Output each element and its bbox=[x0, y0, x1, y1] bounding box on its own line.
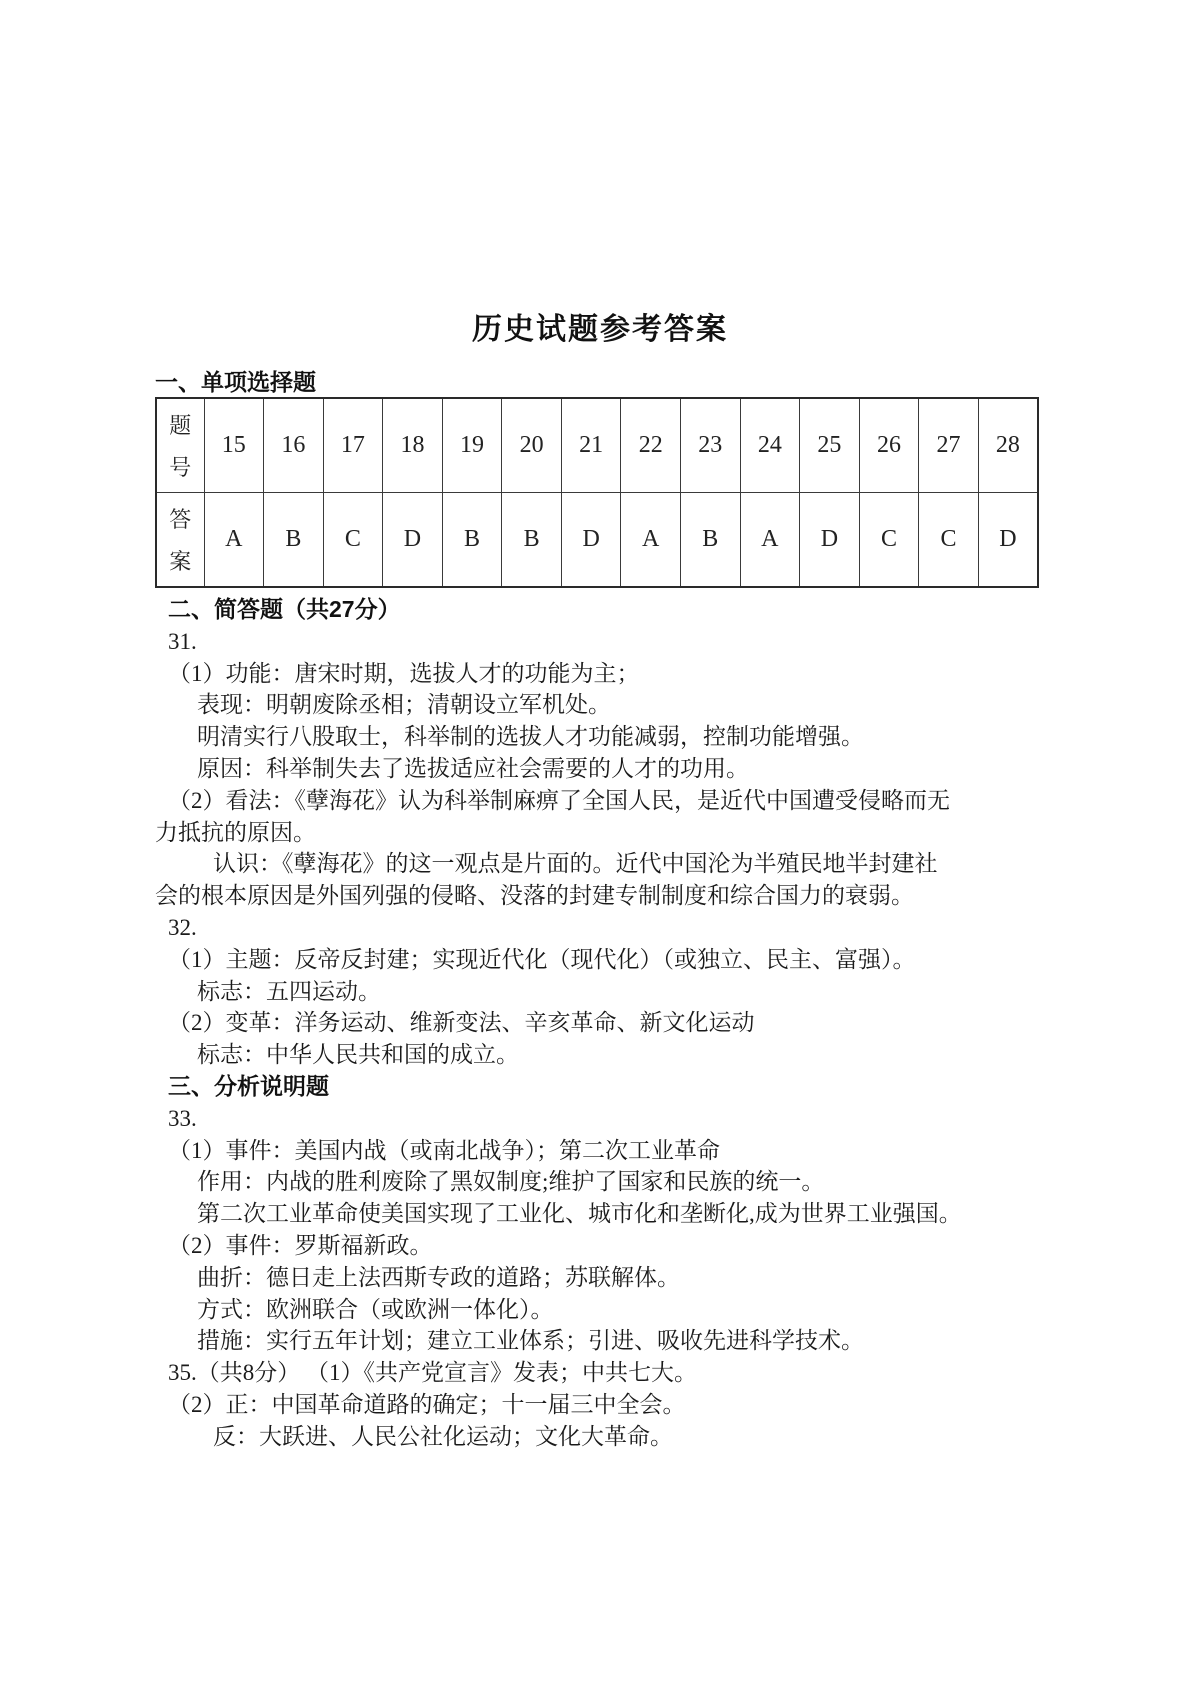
q33-line: 第二次工业革命使美国实现了工业化、城市化和垄断化,成为世界工业强国。 bbox=[197, 1201, 962, 1227]
label-char: 题 bbox=[169, 413, 192, 439]
q31-line: 表现：明朝废除丞相；清朝设立军机处。 bbox=[197, 692, 611, 718]
document-content bbox=[155, 0, 1045, 1453]
q33-number: 33. bbox=[168, 1105, 197, 1131]
question-number-cell: 27 bbox=[919, 398, 979, 493]
question-number-cell: 16 bbox=[264, 398, 324, 493]
question-number-cell: 18 bbox=[383, 398, 443, 493]
answer-cell: A bbox=[621, 493, 681, 588]
answer-key-table bbox=[155, 397, 1039, 588]
answer-cell: B bbox=[502, 493, 562, 588]
answer-cell: C bbox=[919, 493, 979, 588]
question-number-cell: 24 bbox=[740, 398, 800, 493]
q31-line: （2）看法：《孽海花》认为科举制麻痹了全国人民，是近代中国遭受侵略而无 bbox=[168, 787, 950, 813]
question-number-row-header bbox=[156, 398, 204, 493]
question-number-cell: 20 bbox=[502, 398, 562, 493]
answer-cell: A bbox=[740, 493, 800, 588]
label-char: 号 bbox=[169, 454, 192, 480]
answer-cell: A bbox=[204, 493, 264, 588]
question-number-cell: 22 bbox=[621, 398, 681, 493]
q33-line: （2）事件：罗斯福新政。 bbox=[168, 1232, 433, 1258]
question-number-cell: 19 bbox=[442, 398, 502, 493]
q33-line: 曲折：德日走上法西斯专政的道路；苏联解体。 bbox=[197, 1264, 680, 1290]
section-1-heading: 一、单项选择题 bbox=[155, 369, 316, 395]
q32-number: 32. bbox=[168, 914, 197, 940]
q35-line: 反：大跃进、人民公社化运动；文化大革命。 bbox=[213, 1423, 673, 1449]
answer-cell: B bbox=[442, 493, 502, 588]
q32-line: 标志：中华人民共和国的成立。 bbox=[197, 1042, 519, 1068]
answer-cell: B bbox=[264, 493, 324, 588]
answer-cell: B bbox=[681, 493, 741, 588]
q32-line: 标志：五四运动。 bbox=[197, 978, 381, 1004]
answer-row-header bbox=[156, 493, 204, 588]
question-number-cell: 15 bbox=[204, 398, 264, 493]
q33-line: 措施：实行五年计划；建立工业体系；引进、吸收先进科学技术。 bbox=[197, 1328, 864, 1354]
q31-line: 明清实行八股取士，科举制的选拔人才功能减弱，控制功能增强。 bbox=[197, 724, 864, 750]
q32-line: （1）主题：反帝反封建；实现近代化（现代化）（或独立、民主、富强）。 bbox=[168, 946, 916, 972]
q31-line: （1）功能：唐宋时期，选拔人才的功能为主； bbox=[168, 660, 640, 686]
answer-cell: D bbox=[383, 493, 443, 588]
answer-cell: C bbox=[859, 493, 919, 588]
question-number-row bbox=[156, 398, 1038, 493]
q33-line: 作用：内战的胜利废除了黑奴制度;维护了国家和民族的统一。 bbox=[197, 1169, 825, 1195]
q31-line: 力抵抗的原因。 bbox=[155, 819, 316, 845]
section-3-heading: 三、分析说明题 bbox=[168, 1072, 329, 1099]
q33-line: （1）事件：美国内战（或南北战争）；第二次工业革命 bbox=[168, 1137, 720, 1163]
q33-line: 方式：欧洲联合（或欧洲一体化）。 bbox=[197, 1296, 554, 1322]
q31-line: 认识：《孽海花》的这一观点是片面的。近代中国沦为半殖民地半封建社 bbox=[213, 851, 938, 877]
q35-line: （2）正：中国革命道路的确定；十一届三中全会。 bbox=[168, 1391, 686, 1417]
question-number-cell: 25 bbox=[800, 398, 860, 493]
section-2-heading: 二、简答题（共27分） bbox=[168, 596, 401, 622]
question-number-cell: 26 bbox=[859, 398, 919, 493]
label-char: 案 bbox=[169, 548, 192, 574]
answer-row bbox=[156, 493, 1038, 588]
page-title: 历史试题参考答案 bbox=[472, 313, 728, 346]
question-number-cell: 23 bbox=[681, 398, 741, 493]
q32-line: （2）变革：洋务运动、维新变法、辛亥革命、新文化运动 bbox=[168, 1010, 755, 1036]
answer-cell: C bbox=[323, 493, 383, 588]
answer-cell: D bbox=[800, 493, 860, 588]
question-number-label bbox=[157, 399, 204, 492]
q31-number: 31. bbox=[168, 628, 197, 654]
q31-line: 原因：科举制失去了选拔适应社会需要的人才的功用。 bbox=[197, 755, 749, 781]
q35-line: 35.（共8分） （1）《共产党宣言》发表；中共七大。 bbox=[168, 1360, 697, 1386]
label-char: 答 bbox=[169, 507, 192, 533]
answer-cell: D bbox=[561, 493, 621, 588]
q31-line: 会的根本原因是外国列强的侵略、没落的封建专制制度和综合国力的衰弱。 bbox=[155, 883, 914, 909]
question-number-cell: 17 bbox=[323, 398, 383, 493]
answer-label bbox=[157, 493, 204, 586]
answer-cell: D bbox=[978, 493, 1038, 588]
question-number-cell: 21 bbox=[561, 398, 621, 493]
question-number-cell: 28 bbox=[978, 398, 1038, 493]
